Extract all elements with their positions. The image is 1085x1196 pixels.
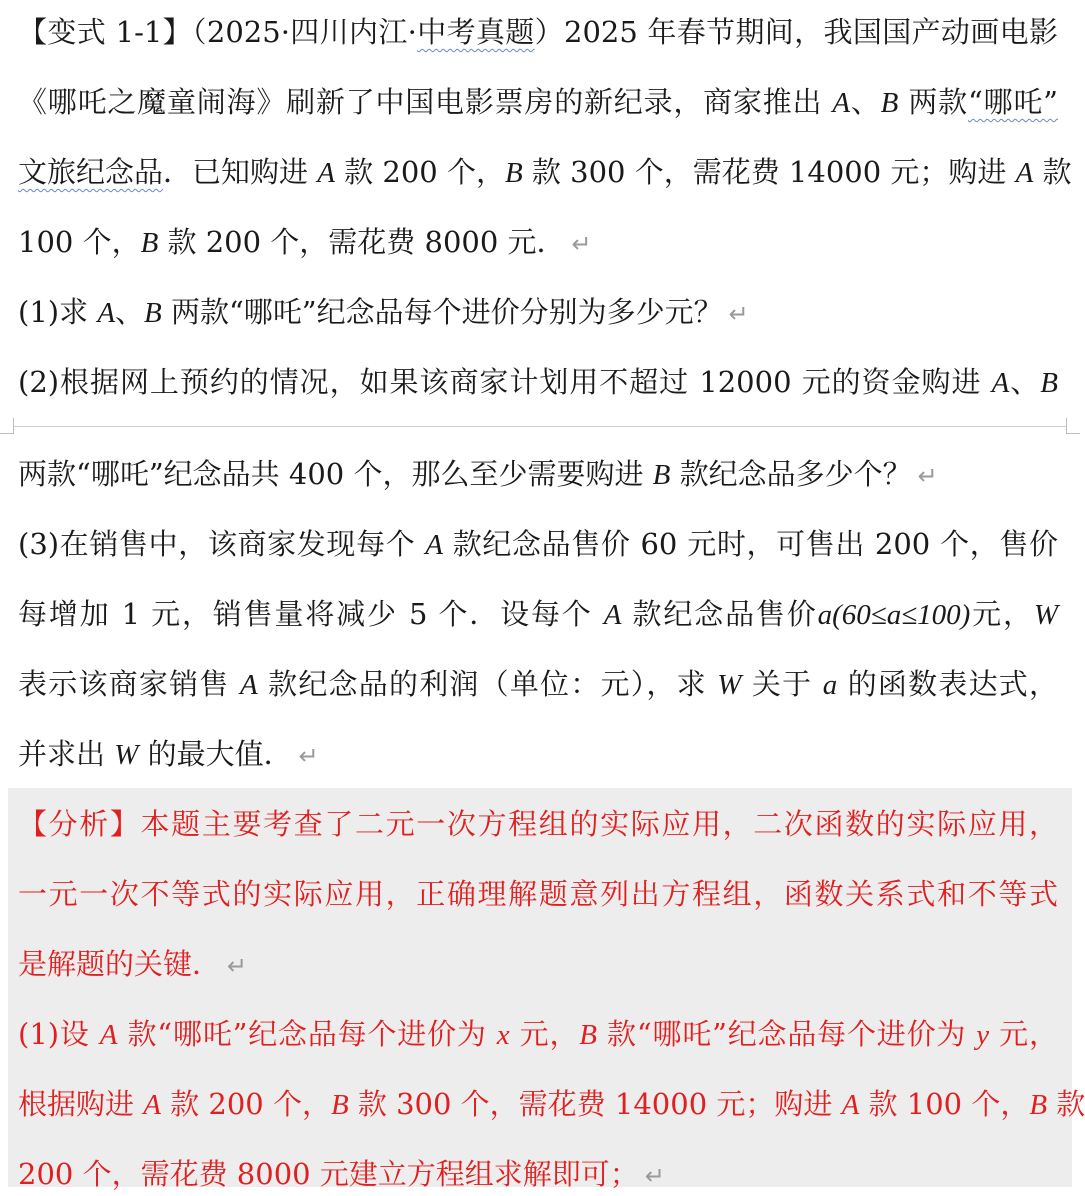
page-corner-mark-left — [0, 418, 14, 434]
question-2-line-1: (2)根据网上预约的情况，如果该商家计划用不超过 12000 元的资金购进 A、B — [18, 365, 1058, 399]
solution-line-2: 根据购进 A 款 200 个，B 款 300 个，需花费 14000 元；购进 A 款 100 个，B 款 — [18, 1087, 1085, 1121]
analysis-line-2: 一元一次不等式的实际应用，正确理解题意列出方程组，函数关系式和不等式 — [18, 877, 1058, 911]
problem-line-3: 文旅纪念品．已知购进 A 款 200 个，B 款 300 个，需花费 14000 元；购进 A 款 — [18, 155, 1072, 189]
page-corner-mark-right — [1066, 418, 1080, 434]
question-3-line-2: 每增加 1 元，销售量将减少 5 个．设每个 A 款纪念品售价a(60≤a≤100)元，W — [18, 597, 1058, 631]
spellcheck-underline: “哪吒” — [967, 85, 1058, 119]
analysis-highlight — [8, 788, 1085, 1187]
page-break-divider — [0, 416, 1080, 436]
spellcheck-underline: 中考真题 — [416, 15, 535, 49]
question-3-line-4: 并求出 W 的最大值． ↵ — [18, 737, 319, 771]
paragraph-mark-icon: ↵ — [917, 462, 938, 490]
problem-line-4: 100 个，B 款 200 个，需花费 8000 元． ↵ — [18, 225, 592, 259]
question-3-line-3: 表示该商家销售 A 款纪念品的利润（单位：元），求 W 关于 a 的函数表达式， — [18, 667, 1059, 701]
page-break-rule — [14, 426, 1066, 427]
analysis-line-3: 是解题的关键． ↵ — [18, 947, 248, 981]
paragraph-mark-icon: ↵ — [644, 1162, 665, 1190]
paragraph-mark-icon: ↵ — [728, 300, 749, 328]
problem-line-2: 《哪吒之魔童闹海》刷新了中国电影票房的新纪录，商家推出 A、B 两款“哪吒” — [18, 85, 1058, 119]
paragraph-mark-icon: ↵ — [571, 230, 592, 258]
question-3-line-1: (3)在销售中，该商家发现每个 A 款纪念品售价 60 元时，可售出 200 个，售价 — [18, 527, 1058, 561]
paragraph-mark-icon: ↵ — [298, 742, 319, 770]
paragraph-mark-icon: ↵ — [227, 952, 248, 980]
question-1: (1)求 A、B 两款“哪吒”纪念品每个进价分别为多少元？ ↵ — [18, 295, 749, 329]
problem-line-1: 【变式 1-1】（2025·四川内江·中考真题）2025 年春节期间，我国国产动画电影 — [18, 15, 1058, 49]
analysis-line-1: 【分析】本题主要考查了二元一次方程组的实际应用，二次函数的实际应用， — [18, 807, 1058, 841]
solution-line-3: 200 个，需花费 8000 元建立方程组求解即可； ↵ — [18, 1157, 665, 1191]
question-2-line-2: 两款“哪吒”纪念品共 400 个，那么至少需要购进 B 款纪念品多少个？ ↵ — [18, 457, 938, 491]
solution-line-1: (1)设 A 款“哪吒”纪念品每个进价为 x 元，B 款“哪吒”纪念品每个进价为 y 元， — [18, 1017, 1058, 1051]
spellcheck-underline: 文旅纪念品 — [18, 155, 164, 189]
